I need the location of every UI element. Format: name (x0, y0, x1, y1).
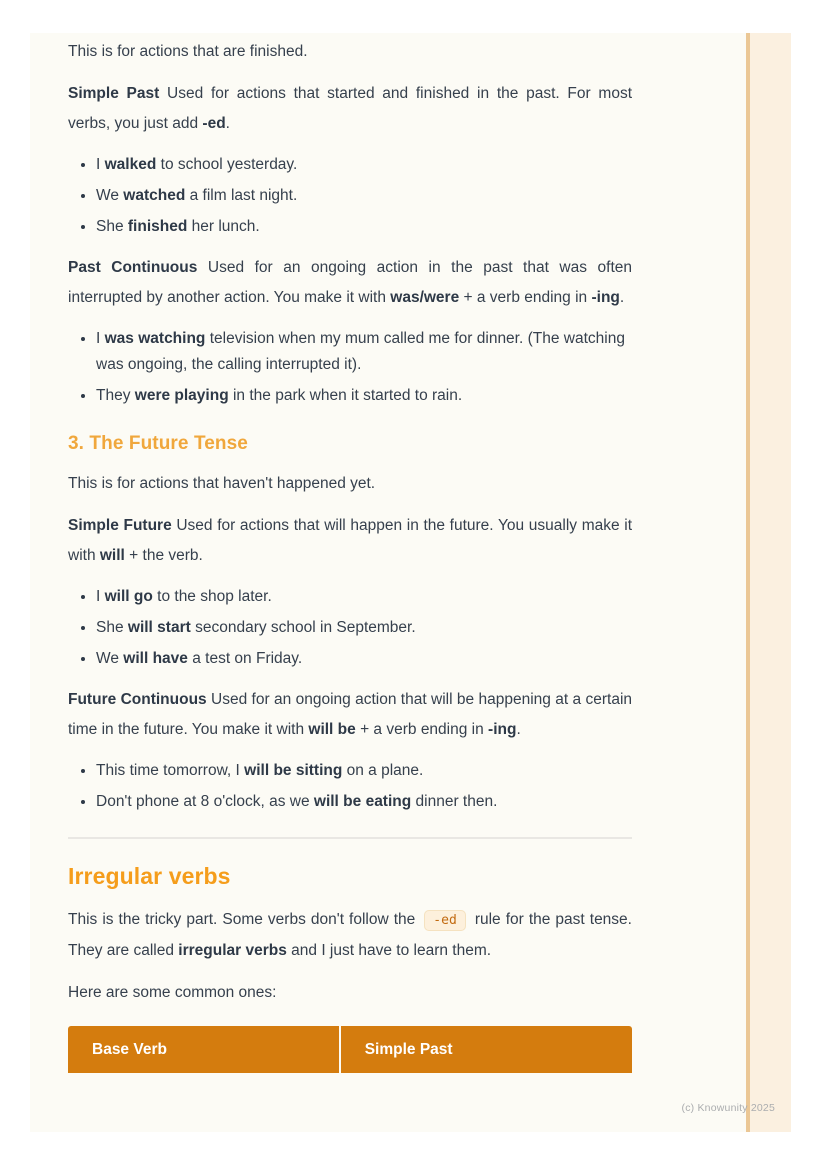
document-page (30, 33, 791, 1132)
list-item: • This time tomorrow, I will be sitting on a plane. (96, 757, 632, 784)
simple-future-examples-list (68, 583, 632, 672)
paragraph-simple-future: Simple Future Used for actions that will happen in the future. You usually make it with will + the verb. (68, 517, 632, 564)
future-continuous-examples-list (68, 757, 632, 815)
list-item: • I was watching television when my mum called me for dinner. (The watching was ongoing, the calling interrupted it). (96, 325, 632, 378)
table-header-row (68, 1026, 632, 1073)
simple-past-examples-list (68, 151, 632, 240)
list-item: • We will have a test on Friday. (96, 645, 632, 672)
irregular-verbs-table (68, 1026, 632, 1073)
table-header-base-verb: Base Verb (68, 1026, 339, 1073)
watermark: (c) Knowunity 2025 (681, 1102, 775, 1114)
paragraph-past-intro: This is for actions that are finished. (68, 43, 308, 60)
inline-code-chip: -ed (424, 910, 465, 931)
list-item: • She finished her lunch. (96, 213, 632, 240)
list-item: • She will start secondary school in September. (96, 614, 632, 641)
paragraph-past-continuous: Past Continuous Used for an ongoing action in the past that was often interrupted by another action. You make it with was/were + a verb ending in -ing. (68, 259, 632, 306)
paragraph-future-intro: This is for actions that haven't happened yet. (68, 475, 376, 492)
list-item: • I walked to school yesterday. (96, 151, 632, 178)
page-margin-strip (746, 33, 791, 1132)
list-item: • I will go to the shop later. (96, 583, 632, 610)
paragraph-simple-past: Simple Past Used for actions that started and finished in the past. For most verbs, you just add -ed. (68, 85, 632, 132)
list-item: • We watched a film last night. (96, 182, 632, 209)
table-header-simple-past: Simple Past (339, 1026, 632, 1073)
section-divider (68, 837, 632, 839)
section-heading-irregular-verbs: Irregular verbs (68, 863, 231, 889)
past-continuous-examples-list (68, 325, 632, 409)
section-heading-future-tense: 3. The Future Tense (68, 433, 248, 454)
document-content (68, 33, 632, 1073)
paragraph-irregular-intro: This is the tricky part. Some verbs don't follow the -ed rule for the past tense. They are called irregular verbs and I just have to learn them. (68, 911, 632, 959)
paragraph-common-ones: Here are some common ones: (68, 984, 277, 1001)
list-item: • They were playing in the park when it started to rain. (96, 382, 632, 409)
list-item: • Don't phone at 8 o'clock, as we will be eating dinner then. (96, 788, 632, 815)
paragraph-future-continuous: Future Continuous Used for an ongoing action that will be happening at a certain time in the future. You make it with will be + a verb ending in -ing. (68, 691, 633, 738)
